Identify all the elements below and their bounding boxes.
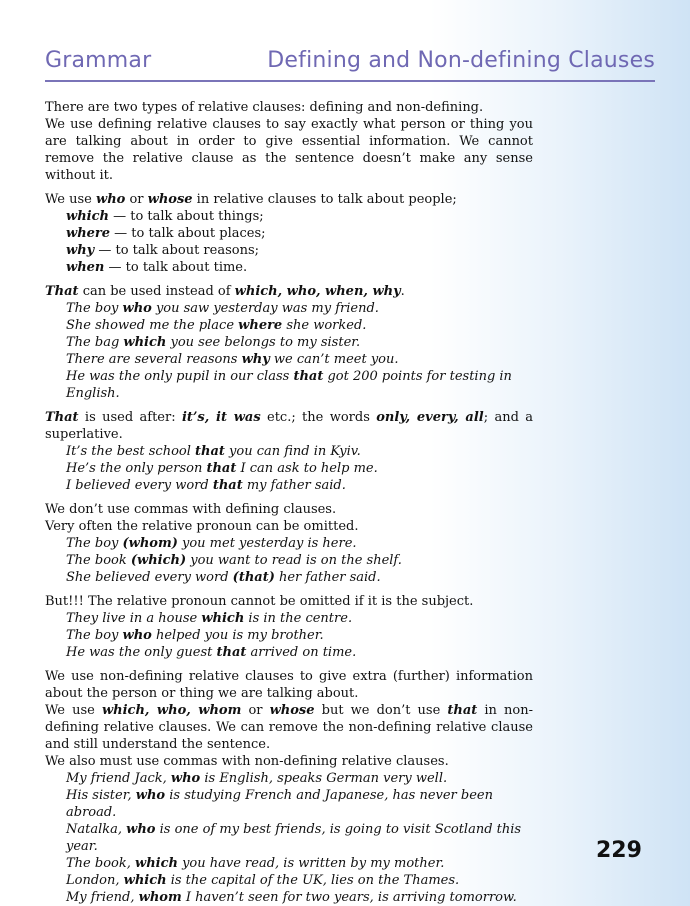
page-number: 229 (596, 838, 642, 863)
section-label: Grammar (45, 48, 152, 73)
example-line: London, which is the capital of the UK, lies on the Thames. (66, 873, 460, 888)
example-line: My friend Jack, who is English, speaks German very well. (66, 771, 448, 786)
example-line: He’s the only person that I can ask to help me. (66, 461, 378, 476)
that-instead-rule: That can be used instead of which, who, when, why. (45, 284, 405, 299)
example-line: The book (which) you want to read is on the shelf. (66, 553, 402, 568)
nondefining-rule-1: We use non-defining relative clauses to give extra (further) information about the person or thing we are talking about. (45, 669, 533, 701)
intro-line-2: We use defining relative clauses to say exactly what person or thing you are talking about in order to give essential information. We cannot remove the relative clause as the sentence doesn’t make any sense without it. (45, 117, 533, 183)
example-line: The boy who helped you is my brother. (66, 628, 324, 643)
page-header (45, 48, 655, 82)
commas-rule: We don’t use commas with defining clauses. (45, 502, 337, 517)
example-line: She believed every word (that) her father said. (66, 570, 381, 585)
example-line: He was the only pupil in our class that got 200 points for testing in English. (66, 369, 512, 401)
grammar-content (45, 99, 533, 906)
nondefining-rule-3: We also must use commas with non-defining relative clauses. (45, 754, 449, 769)
example-line: His sister, who is studying French and Japanese, has never been abroad. (66, 788, 493, 820)
pronoun-when: when — to talk about time. (66, 260, 248, 275)
example-line: They live in a house which is in the centre. (66, 611, 353, 626)
pronoun-where: where — to talk about places; (66, 226, 266, 241)
example-line: He was the only guest that arrived on time. (66, 645, 357, 660)
omitted-rule: Very often the relative pronoun can be omitted. (45, 519, 359, 534)
example-line: The book, which you have read, is written by my mother. (66, 856, 445, 871)
pronoun-why: why — to talk about reasons; (66, 243, 260, 258)
example-line: It’s the best school that you can find in Kyiv. (66, 444, 361, 459)
pronoun-which: which — to talk about things; (66, 209, 264, 224)
example-line: My friend, whom I haven’t seen for two years, is arriving tomorrow. (66, 890, 517, 905)
pronouns-intro: We use who or whose in relative clauses to talk about people; (45, 192, 457, 207)
example-line: I believed every word that my father said. (66, 478, 346, 493)
subject-rule: But!!! The relative pronoun cannot be omitted if it is the subject. (45, 594, 474, 609)
nondefining-rule-2: We use which, who, whom or whose but we don’t use that in non-defining relative clauses. We can remove the non-defining relative clause and still understand the sentence. (45, 703, 534, 752)
example-line: The boy who you saw yesterday was my friend. (66, 301, 379, 316)
intro-line-1: There are two types of relative clauses: defining and non-defining. (45, 100, 484, 115)
example-line: The bag which you see belongs to my sister. (66, 335, 361, 350)
example-line: Natalka, who is one of my best friends, is going to visit Scotland this year. (66, 822, 522, 854)
example-line: She showed me the place where she worked. (66, 318, 367, 333)
example-line: The boy (whom) you met yesterday is here. (66, 536, 357, 551)
example-line: There are several reasons why we can’t meet you. (66, 352, 399, 367)
page-title: Defining and Non-defining Clauses (267, 48, 655, 73)
that-after-rule: That is used after: it’s, it was etc.; the words only, every, all; and a superlative. (45, 410, 534, 442)
